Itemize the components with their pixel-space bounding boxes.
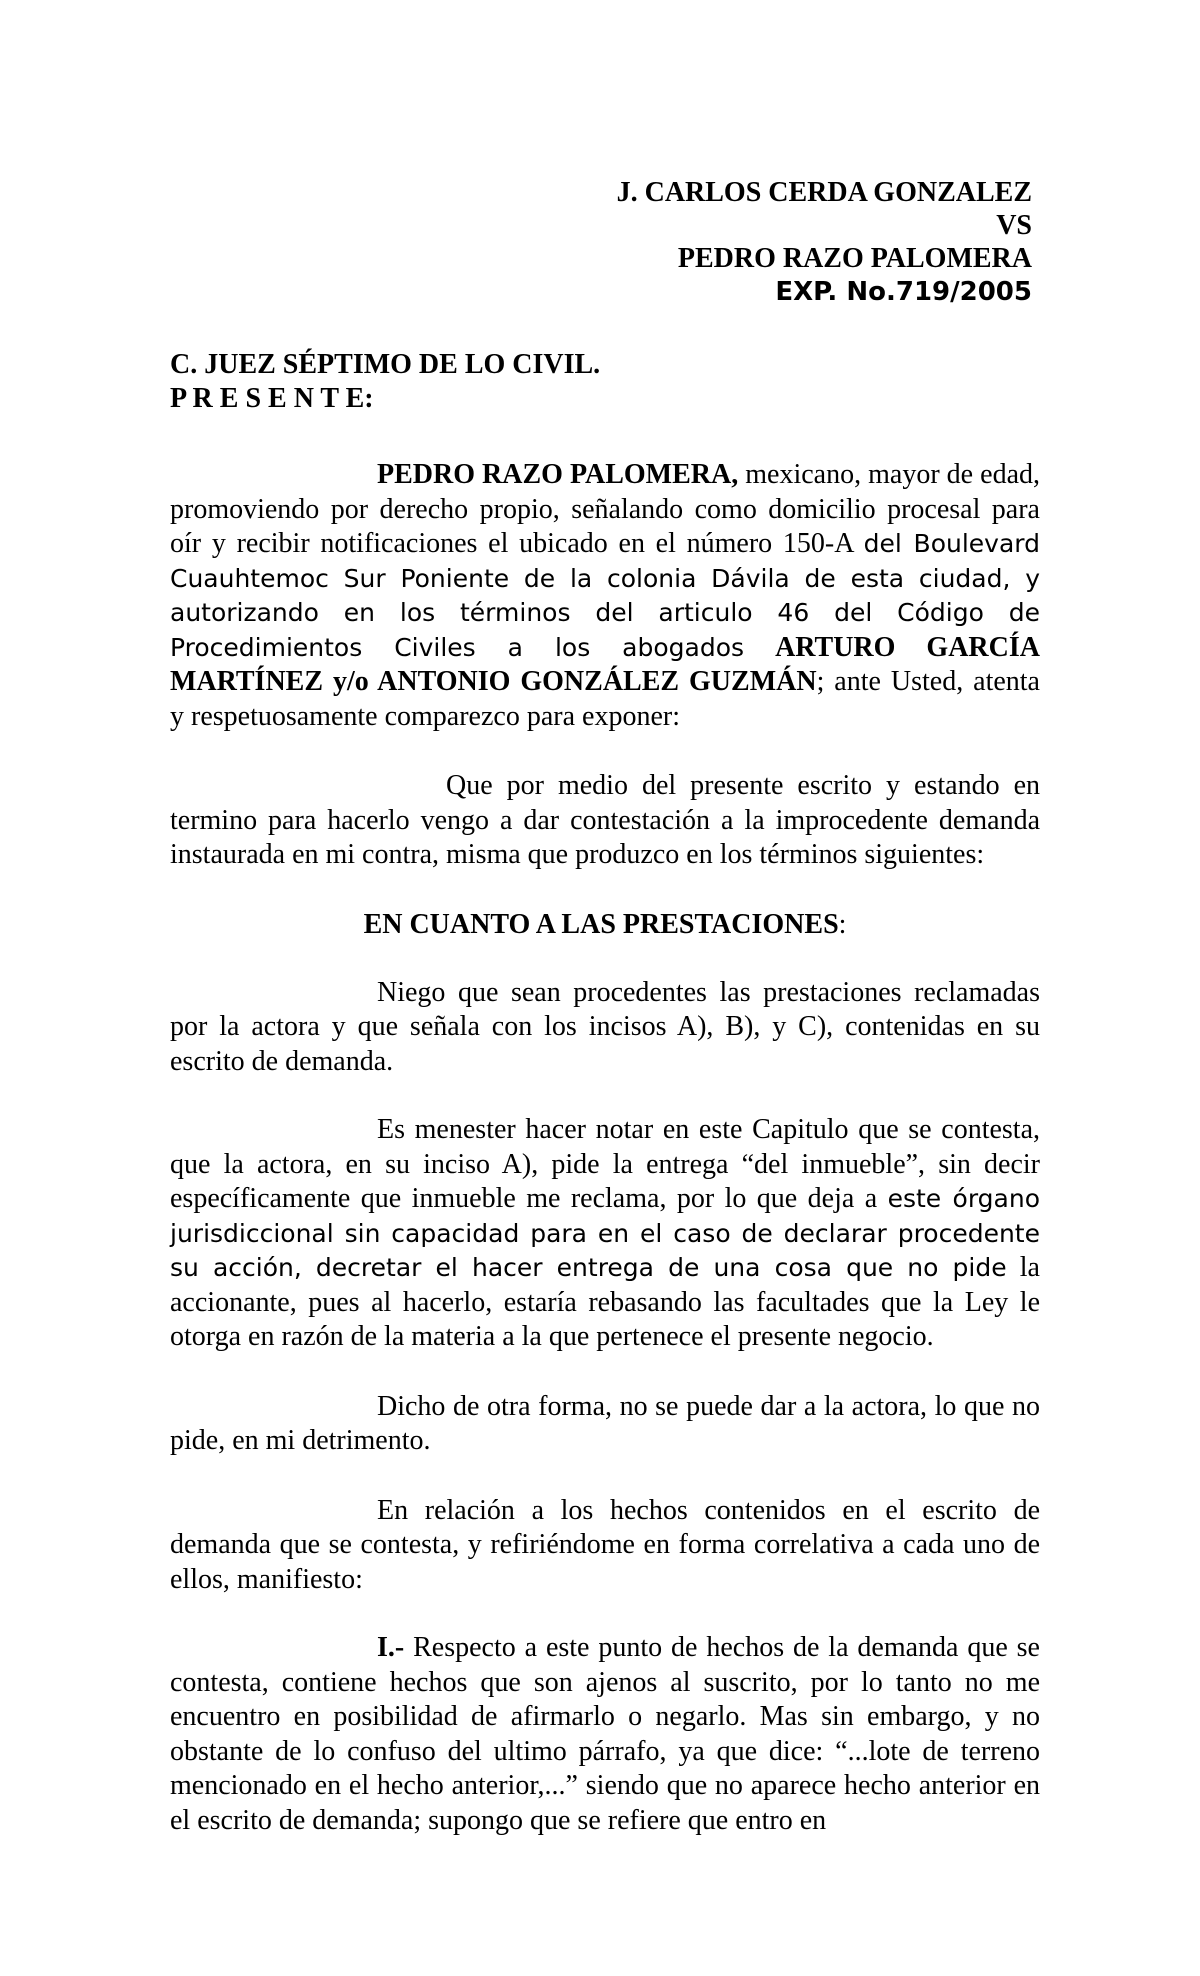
- intro-text-2: del Boulevard Cuauhtemoc Sur Poniente de la colonia Dávila de esta ciudad, y autorizando en los términos del articulo 46 del Código de Procedimientos Civiles a los abogados: [170, 529, 1040, 662]
- paragraph-niego: Niego que sean procedentes las prestaciones reclamadas por la actora y que señala con los incisos A), B), y C), contenidas en su escrito de demanda.: [170, 976, 1040, 1077]
- section-heading-colon: :: [838, 908, 847, 940]
- section-heading-prestaciones: [170, 908, 1040, 942]
- paragraph-relacion: En relación a los hechos contenidos en el escrito de demanda que se contesta, y refiriéndome en forma correlativa a cada uno de ellos, manifiesto:: [170, 1494, 1040, 1595]
- addressee-presente: P R E S E N T E:: [170, 383, 374, 414]
- menester-text-2: este órgano jurisdiccional sin capacidad para en el caso de declarar procedente su acción, decretar el hacer entrega de una cosa que no pide: [170, 1184, 1040, 1282]
- versus-label: VS: [996, 210, 1032, 241]
- paragraph-contestacion: Que por medio del presente escrito y estando en termino para hacerlo vengo a dar contestación a la improcedente demanda instaurada en mi contra, misma que produzco en los términos siguientes:: [170, 770, 1040, 870]
- hecho-1-text: Respecto a este punto de hechos de la demanda que se contesta, contiene hechos que son ajenos al suscrito, por lo tanto no me encuentro en posibilidad de afirmarlo o negarlo. Mas sin embargo, y no obstante de lo confuso del ultimo párrafo, ya que dice: “...lote de terreno mencionado en el hecho anterior,...” siendo que no aparece hecho anterior en el escrito de demanda; supongo que se refiere que entro en: [170, 1632, 1040, 1836]
- paragraph-dicho: Dicho de otra forma, no se puede dar a la actora, lo que no pide, en mi detrimento.: [170, 1390, 1040, 1456]
- paragraph-menester: [170, 1113, 1040, 1355]
- intro-name: PEDRO RAZO PALOMERA,: [377, 459, 739, 490]
- addressee-block: [170, 348, 1040, 416]
- document-body: [170, 348, 1040, 1838]
- section-heading-text: EN CUANTO A LAS PRESTACIONES: [363, 908, 839, 940]
- intro-text-3: ; ante Usted, atenta y respetuosamente comparezco para exponer:: [170, 666, 1040, 732]
- menester-text-3: la accionante, pues al hacerlo, estaría rebasando las facultades que la Ley le otorga en razón de la materia a la que pertenece el presente negocio.: [170, 1252, 1040, 1352]
- intro-paragraph: [170, 458, 1040, 734]
- case-file-number: EXP. No.719/2005: [775, 277, 1032, 307]
- paragraph-hecho-1: [170, 1631, 1040, 1838]
- addressee-judge: C. JUEZ SÉPTIMO DE LO CIVIL.: [170, 349, 601, 380]
- case-header: [617, 176, 1032, 309]
- plaintiff-name: J. CARLOS CERDA GONZALEZ: [616, 177, 1032, 208]
- intro-lawyers: ARTURO GARCÍA MARTÍNEZ y/o ANTONIO GONZÁLEZ GUZMÁN: [170, 631, 1040, 697]
- hecho-1-label: I.-: [377, 1632, 405, 1663]
- menester-text-1: Es menester hacer notar en este Capitulo que se contesta, que la actora, en su inciso A), pide la entrega “del inmueble”, sin decir específicamente que inmueble me reclama, por lo que deja a: [170, 1114, 1040, 1214]
- defendant-name: PEDRO RAZO PALOMERA: [677, 243, 1032, 274]
- intro-text-1: mexicano, mayor de edad, promoviendo por derecho propio, señalando como domicilio procesal para oír y recibir notificaciones el ubicado en el número 150-A: [170, 459, 1040, 559]
